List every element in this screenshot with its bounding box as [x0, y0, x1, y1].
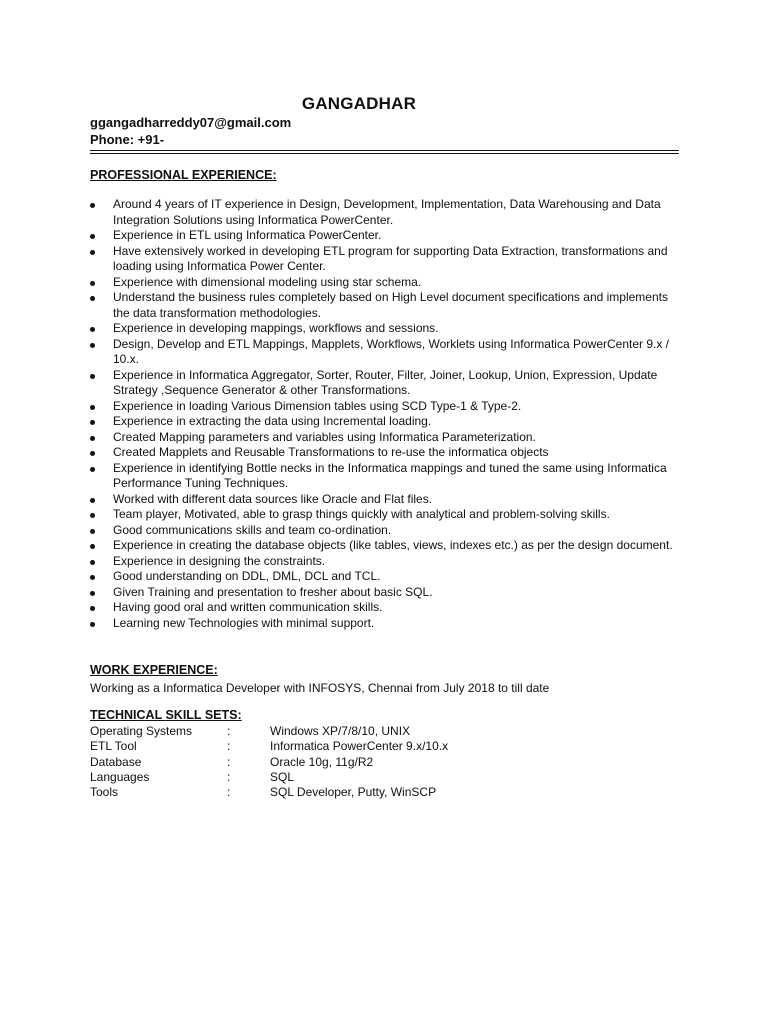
technical-skills-heading: TECHNICAL SKILL SETS:: [90, 708, 242, 722]
skill-colon: :: [227, 754, 231, 769]
experience-bullet-text: Created Mapplets and Reusable Transformations to re-use the informatica objects: [113, 445, 549, 459]
bullet-dot-icon: [90, 622, 95, 627]
experience-bullet-item: [90, 290, 680, 321]
skill-value: Oracle 10g, 11g/R2: [270, 754, 374, 769]
bullet-dot-icon: [90, 203, 95, 208]
header-divider-bottom: [90, 153, 679, 154]
experience-bullet-item: [90, 569, 680, 585]
bullet-dot-icon: [90, 591, 95, 596]
experience-bullet-item: [90, 523, 680, 539]
bullet-dot-icon: [90, 575, 95, 580]
skill-label: ETL Tool: [90, 739, 137, 754]
experience-bullet-text: Have extensively worked in developing ETL program for supporting Data Extraction, transformations and loading using Informatica Power Center.: [113, 243, 668, 273]
experience-bullet-text: Experience in developing mappings, workflows and sessions.: [113, 321, 439, 335]
experience-bullet-item: [90, 228, 680, 244]
experience-bullet-text: Experience in extracting the data using Incremental loading.: [113, 414, 432, 428]
bullet-dot-icon: [90, 327, 95, 332]
bullet-dot-icon: [90, 374, 95, 379]
bullet-dot-icon: [90, 529, 95, 534]
experience-bullet-text: Understand the business rules completely based on High Level document specifications and implements the data transformation methodologies.: [113, 290, 668, 320]
experience-bullet-text: Learning new Technologies with minimal support.: [113, 615, 375, 630]
experience-bullet-item: [90, 461, 680, 492]
experience-bullet-text: Having good oral and written communication skills.: [113, 600, 383, 614]
experience-bullet-text: Experience in Informatica Aggregator, Sorter, Router, Filter, Joiner, Lookup, Union, Expression, Update Strategy ,Sequence Generator & other Transformations.: [113, 367, 658, 397]
email-address: ggangadharreddy07@gmail.com: [90, 115, 292, 130]
bullet-dot-icon: [90, 513, 95, 518]
experience-bullet-text: Created Mapping parameters and variables using Informatica Parameterization.: [113, 429, 536, 444]
bullet-dot-icon: [90, 234, 95, 239]
bullet-dot-icon: [90, 281, 95, 286]
experience-bullet-text: Worked with different data sources like Oracle and Flat files.: [113, 491, 433, 506]
technical-skills-table: [90, 724, 590, 800]
experience-bullet-item: [90, 507, 680, 523]
experience-bullet-text: Experience in identifying Bottle necks in the Informatica mappings and tuned the same using Informatica Performance Tuning Techniques.: [113, 460, 667, 490]
skill-colon: :: [227, 785, 231, 800]
experience-bullet-item: [90, 321, 680, 337]
skill-value: Informatica PowerCenter 9.x/10.x: [270, 739, 449, 754]
experience-bullet-item: [90, 399, 680, 415]
experience-bullet-item: [90, 337, 680, 368]
bullet-dot-icon: [90, 544, 95, 549]
experience-bullet-item: [90, 538, 680, 554]
bullet-dot-icon: [90, 560, 95, 565]
bullet-dot-icon: [90, 451, 95, 456]
experience-bullet-item: [90, 368, 680, 399]
work-experience-heading: WORK EXPERIENCE:: [90, 663, 218, 677]
experience-bullet-text: Experience in loading Various Dimension tables using SCD Type-1 & Type-2.: [113, 398, 522, 413]
bullet-dot-icon: [90, 296, 95, 301]
skill-value: Windows XP/7/8/10, UNIX: [270, 724, 411, 738]
skill-row: [90, 755, 590, 770]
experience-bullet-text: Experience in ETL using Informatica PowerCenter.: [113, 228, 382, 242]
bullet-dot-icon: [90, 606, 95, 611]
experience-bullet-text: Team player, Motivated, able to grasp things quickly with analytical and problem-solving skills.: [113, 507, 610, 521]
experience-bullet-item: [90, 600, 680, 616]
skill-row: [90, 785, 590, 800]
skill-label: Tools: [90, 785, 119, 800]
phone-number: Phone: +91-: [90, 132, 165, 147]
skill-label: Operating Systems: [90, 724, 193, 738]
experience-bullet-item: [90, 430, 680, 446]
experience-bullet-item: [90, 616, 680, 632]
experience-bullet-item: [90, 275, 680, 291]
skill-value: SQL: [270, 769, 295, 784]
experience-bullet-text: Around 4 years of IT experience in Design, Development, Implementation, Data Warehousing and Data Integration Solutions using Informatica PowerCenter.: [113, 197, 661, 227]
candidate-name: GANGADHAR: [301, 94, 417, 113]
experience-bullet-item: [90, 244, 680, 275]
experience-bullet-text: Experience with dimensional modeling using star schema.: [113, 274, 422, 289]
bullet-dot-icon: [90, 467, 95, 472]
experience-bullet-text: Experience in creating the database objects (like tables, views, indexes etc.) as per the design document.: [113, 538, 673, 552]
experience-bullet-text: Design, Develop and ETL Mappings, Mapplets, Workflows, Worklets using Informatica PowerCenter 9.x / 10.x.: [113, 336, 670, 366]
professional-experience-list: [90, 197, 680, 631]
experience-bullet-item: [90, 585, 680, 601]
bullet-dot-icon: [90, 420, 95, 425]
bullet-dot-icon: [90, 405, 95, 410]
skill-row: [90, 724, 590, 739]
experience-bullet-text: Good understanding on DDL, DML, DCL and TCL.: [113, 569, 381, 583]
experience-bullet-text: Good communications skills and team co-ordination.: [113, 522, 392, 537]
experience-bullet-item: [90, 492, 680, 508]
skill-value: SQL Developer, Putty, WinSCP: [270, 785, 437, 800]
skill-label: Languages: [90, 769, 150, 784]
bullet-dot-icon: [90, 250, 95, 255]
skill-row: [90, 770, 590, 785]
skill-colon: :: [227, 769, 231, 784]
experience-bullet-text: Given Training and presentation to fresher about basic SQL.: [113, 584, 433, 599]
work-experience-text: Working as a Informatica Developer with INFOSYS, Chennai from July 2018 to till date: [90, 681, 550, 695]
bullet-dot-icon: [90, 498, 95, 503]
experience-bullet-item: [90, 414, 680, 430]
skill-label: Database: [90, 754, 142, 769]
skill-colon: :: [227, 739, 231, 754]
skill-row: [90, 739, 590, 754]
experience-bullet-text: Experience in designing the constraints.: [113, 553, 326, 568]
bullet-dot-icon: [90, 436, 95, 441]
header-divider-top: [90, 150, 679, 151]
bullet-dot-icon: [90, 343, 95, 348]
experience-bullet-item: [90, 554, 680, 570]
professional-experience-heading: PROFESSIONAL EXPERIENCE:: [90, 168, 277, 182]
experience-bullet-item: [90, 445, 680, 461]
experience-bullet-item: [90, 197, 680, 228]
skill-colon: :: [227, 724, 231, 738]
